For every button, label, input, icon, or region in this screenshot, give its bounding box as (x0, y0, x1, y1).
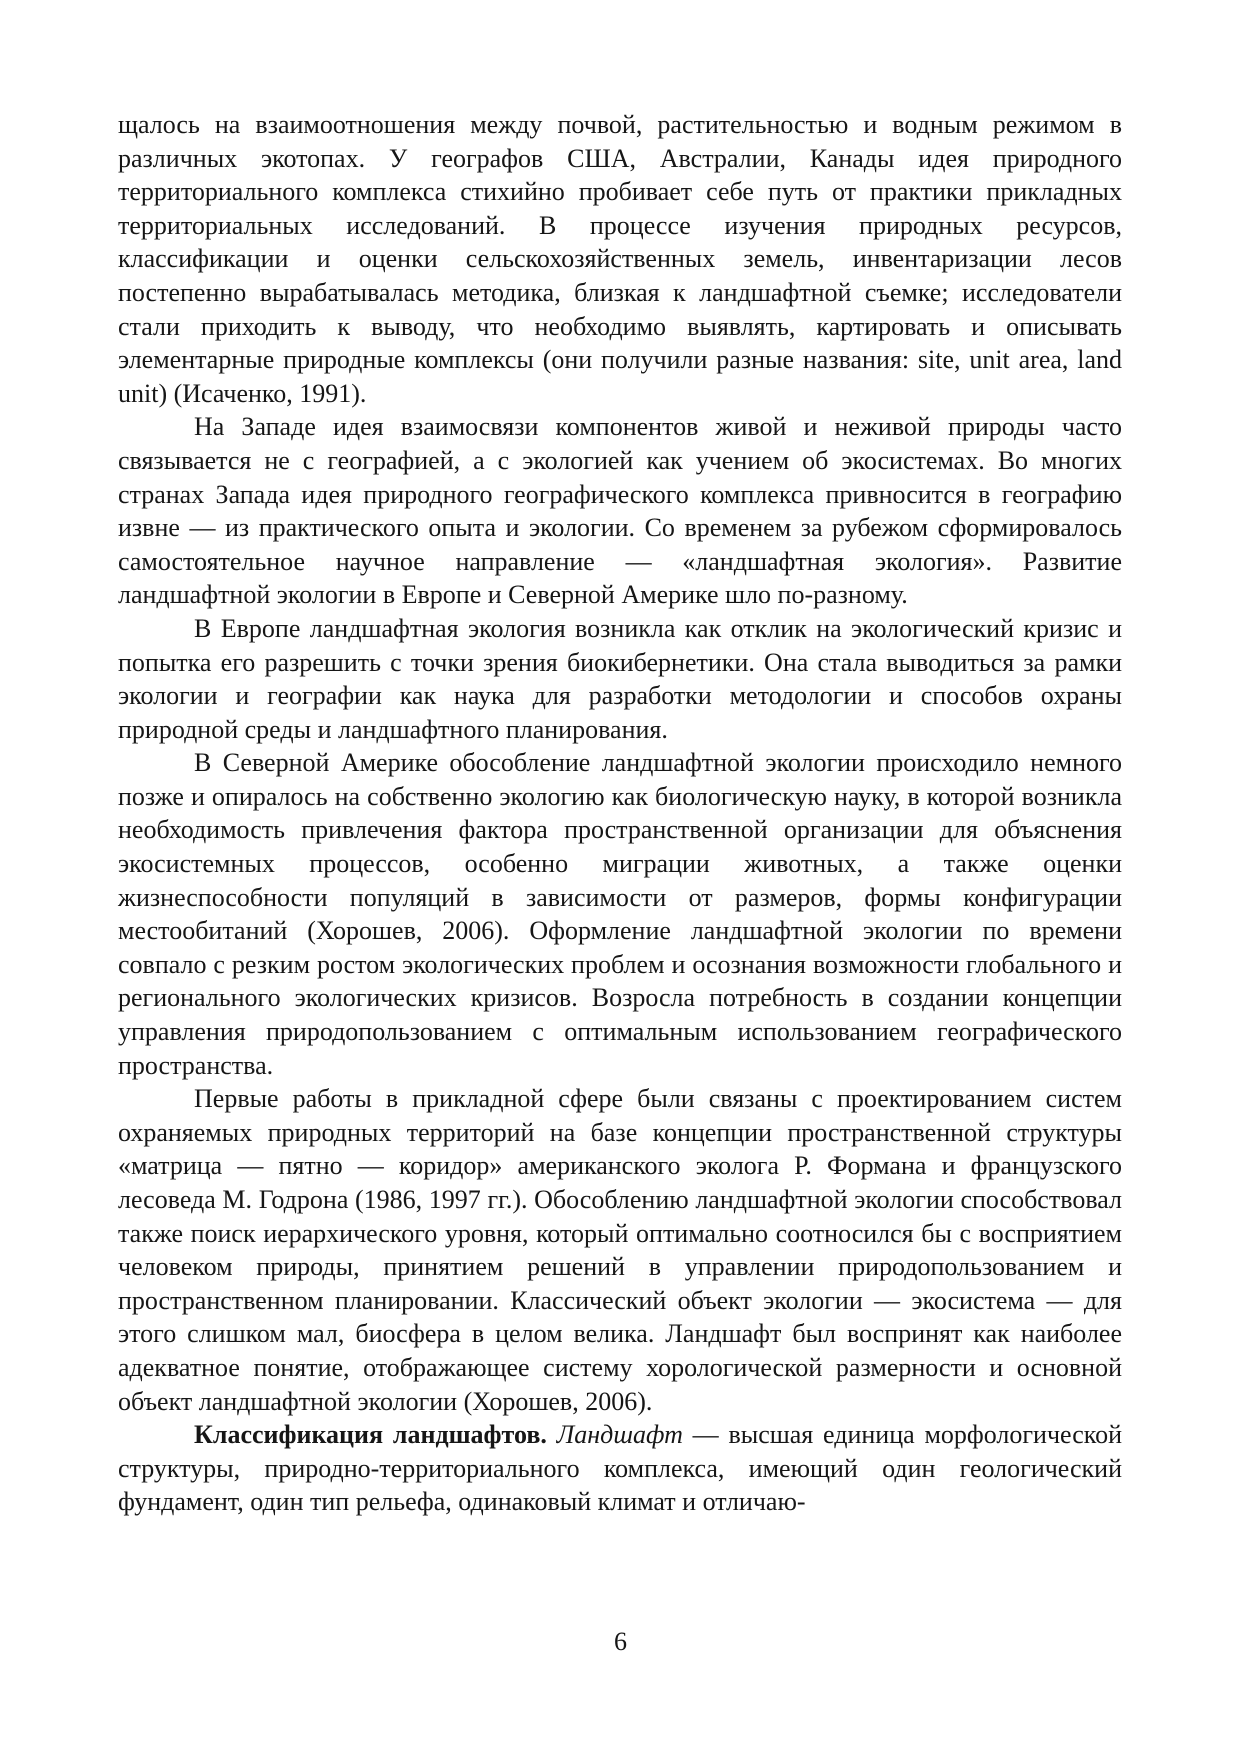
page-number: 6 (614, 1627, 627, 1656)
section-heading: Классификация ландшафтов. (194, 1420, 547, 1450)
paragraph-4: В Северной Америке обособление ландшафтной экологии происходило немного позже и опиралось на собственно экологию как биологическую науку, в которой возникла необходимость привлечения фактора пространственной организации для объяснения экосистемных процессов, особенно миграции животных, а также оценки жизнеспособности популяций в зависимости от размеров, формы конфигурации местообитаний (Хорошев, 2006). Оформление ландшафтной экологии по времени совпало с резким ростом экологических проблем и осознания возможности глобального и регионального экологических кризисов. Возросла потребность в создании концепции управления природопользованием с оптимальным использованием географического пространства. (118, 748, 1122, 1080)
defined-term: Ландшафт (556, 1420, 683, 1450)
definition-text: — высшая единица морфологической структуры, природно-территориального комплекса, имеющий один геологический фундамент, один тип рельефа, одинаковый климат и отличаю- (118, 1420, 1123, 1517)
paragraph-1: щалось на взаимоотношения между почвой, растительностью и водным режимом в различных экотопах. У географов США, Австралии, Канады идея природного территориального комплекса стихийно пробивает себе путь от практики прикладных территориальных исследований. В процессе изучения природных ресурсов, классификации и оценки сельскохозяйственных земель, инвентаризации лесов постепенно вырабатывалась методика, близкая к ландшафтной съемке; исследователи стали приходить к выводу, что необходимо выявлять, картировать и описывать элементарные природные комплексы (они получили разные названия: site, unit area, land unit) (Исаченко, 1991). (118, 110, 1122, 408)
paragraph-2: На Западе идея взаимосвязи компонентов живой и неживой природы часто связывается не с географией, а с экологией как учением об экосистемах. Во многих странах Запада идея природного географического комплекса привносится в географию извне — из практического опыта и экологии. Со временем за рубежом сформировалось самостоятельное научное направление — «ландшафтная экология». Развитие ландшафтной экологии в Европе и Северной Америке шло по-разному. (118, 412, 1122, 610)
paragraph-6 (118, 1418, 1122, 1519)
paragraph-5: Первые работы в прикладной сфере были связаны с проектированием систем охраняемых природных территорий на базе концепции пространственной структуры «матрица — пятно — коридор» американского эколога Р. Формана и французского лесоведа М. Годрона (1986, 1997 гг.). Обособлению ландшафтной экологии способствовал также поиск иерархического уровня, который оптимально соотносился бы с восприятием человеком природы, принятием решений в управлении природопользованием и пространственном планировании. Классический объект экологии — экосистема — для этого слишком мал, биосфера в целом велика. Ландшафт был воспринят как наиболее адекватное понятие, отображающее систему хорологической размерности и основной объект ландшафтной экологии (Хорошев, 2006). (118, 1084, 1122, 1416)
document-page (118, 108, 1122, 1519)
paragraph-3: В Европе ландшафтная экология возникла как отклик на экологический кризис и попытка его разрешить с точки зрения биокибернетики. Она стала выводиться за рамки экологии и географии как наука для разработки методологии и способов охраны природной среды и ландшафтного планирования. (118, 613, 1122, 744)
